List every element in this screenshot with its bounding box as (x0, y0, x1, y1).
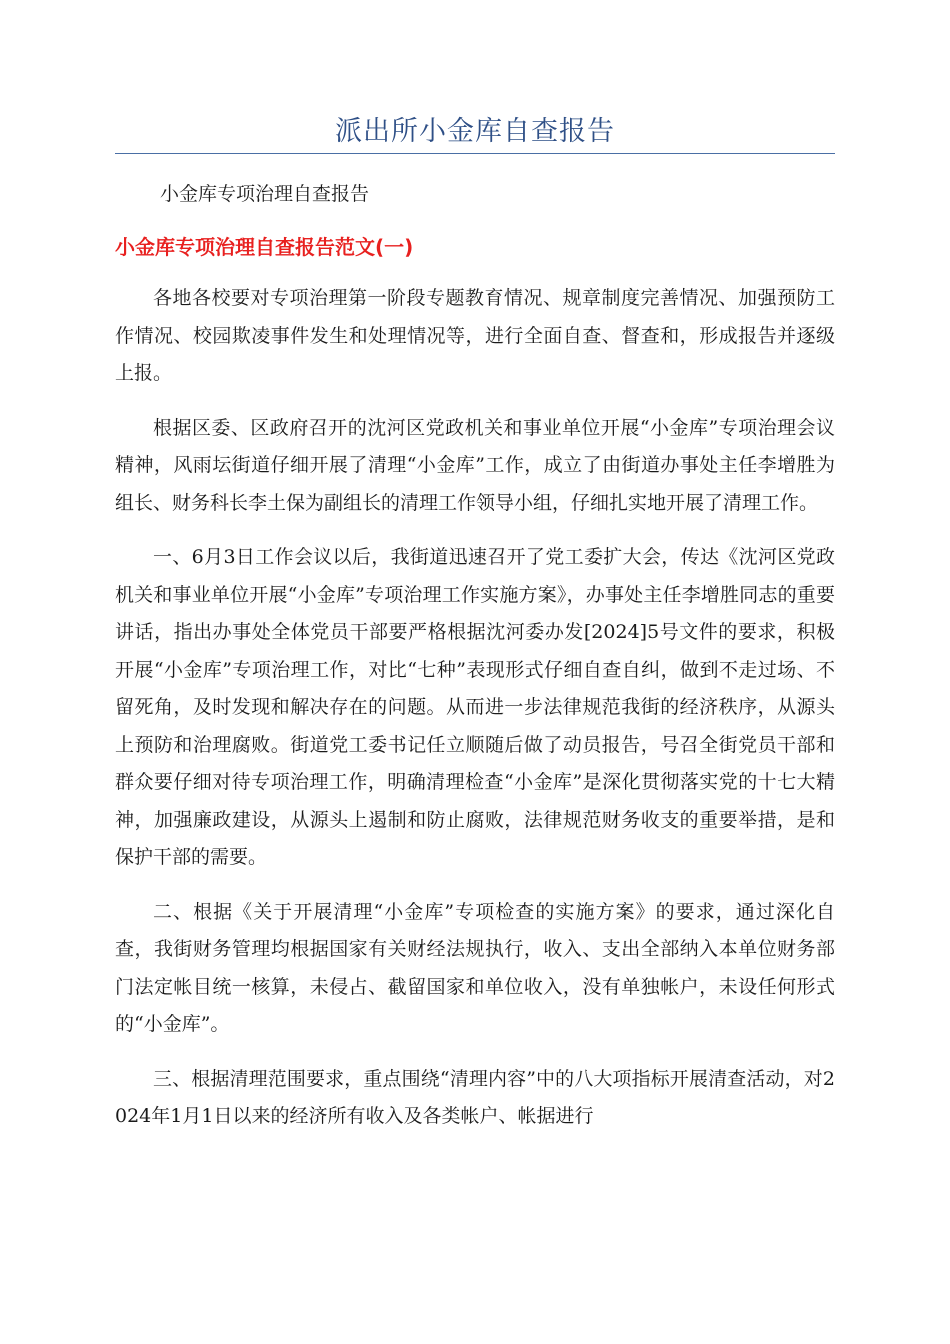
paragraph-2: 根据区委、区政府召开的沈河区党政机关和事业单位开展“小金库”专项治理会议精神，风雨坛街道仔细开展了清理“小金库”工作，成立了由街道办事处主任李增胜为组长、财务科长李土保为副组长的清理工作领导小组，仔细扎实地开展了清理工作。 (115, 416, 835, 514)
paragraph-1: 各地各校要对专项治理第一阶段专题教育情况、规章制度完善情况、加强预防工作情况、校园欺凌事件发生和处理情况等，进行全面自查、督查和，形成报告并逐级上报。 (115, 287, 835, 384)
title-underline (115, 153, 835, 154)
document-title: 派出所小金库自查报告 (335, 116, 615, 147)
section-heading: 小金库专项治理自查报告范文(一) (115, 235, 414, 259)
document-body (115, 280, 835, 1153)
paragraph-4: 二、根据《关于开展清理“小金库”专项检查的实施方案》的要求，通过深化自查，我街财务管理均根据国家有关财经法规执行，收入、支出全部纳入本单位财务部门法定帐目统一核算，未侵占、截留国家和单位收入，没有单独帐户，未设任何形式的“小金库”。 (115, 900, 835, 1035)
paragraph-5: 三、根据清理范围要求，重点围绕“清理内容”中的八大项指标开展清查活动，对2024年1月1日以来的经济所有收入及各类帐户、帐据进行 (115, 1067, 835, 1127)
paragraph-3: 一、6月3日工作会议以后，我街道迅速召开了党工委扩大会，传达《沈河区党政机关和事业单位开展“小金库”专项治理工作实施方案》，办事处主任李增胜同志的重要讲话，指出办事处全体党员干部要严格根据沈河委办发[2024]5号文件的要求，积极开展“小金库”专项治理工作，对比“七种”表现形式仔细自查自纠，做到不走过场、不留死角，及时发现和解决存在的问题。从而进一步法律规范我街的经济秩序，从源头上预防和治理腐败。街道党工委书记任立顺随后做了动员报告，号召全街党员干部和群众要仔细对待专项治理工作，明确清理检查“小金库”是深化贯彻落实党的十七大精神，加强廉政建设，从源头上遏制和防止腐败，法律规范财务收支的重要举措，是和保护干部的需要。 (115, 546, 835, 868)
document-subtitle: 小金库专项治理自查报告 (160, 183, 370, 205)
